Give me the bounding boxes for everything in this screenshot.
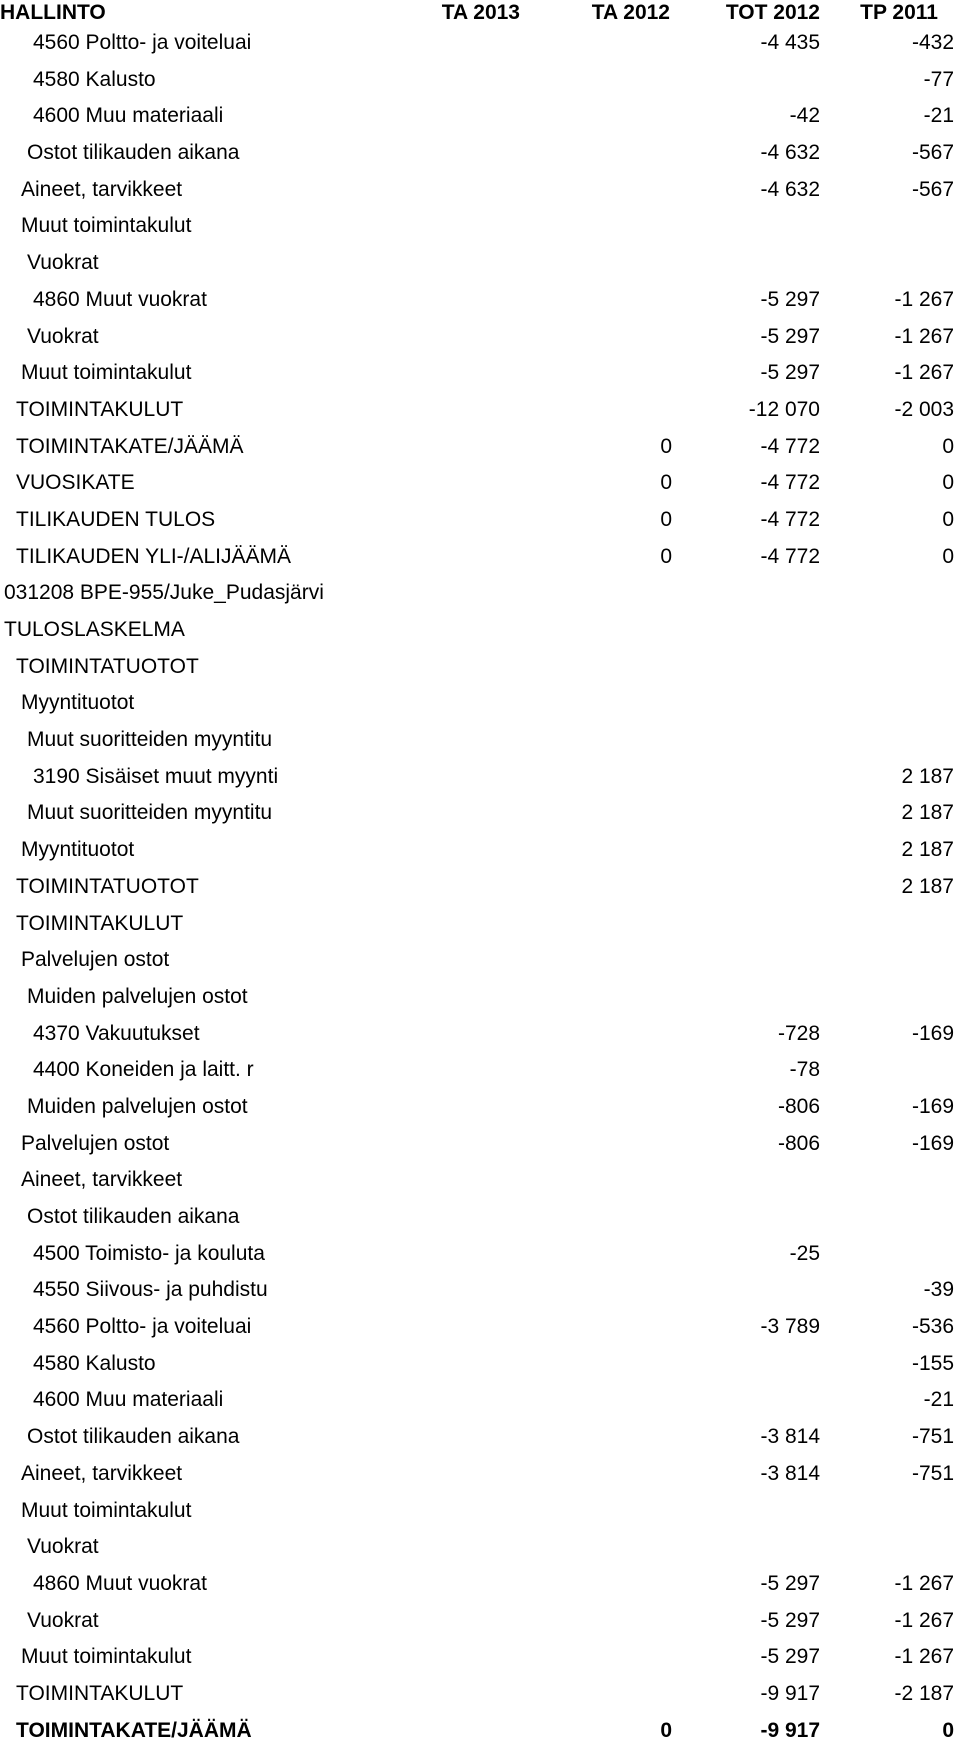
table-row xyxy=(0,1456,960,1493)
row-label: Palvelujen ostot xyxy=(21,1131,170,1155)
row-label: Aineet, tarvikkeet xyxy=(21,177,183,201)
cell-tp2011: -1 267 xyxy=(894,361,954,385)
cell-ta2012: 0 xyxy=(660,1718,672,1742)
table-row xyxy=(0,282,960,319)
row-label: 4550 Siivous- ja puhdistu xyxy=(33,1278,268,1302)
cell-tp2011: -21 xyxy=(923,1388,954,1412)
cell-tot2012: -3 789 xyxy=(760,1315,820,1339)
cell-tp2011: -155 xyxy=(911,1351,954,1375)
row-label: Myyntituotot xyxy=(21,691,135,715)
cell-tot2012: -3 814 xyxy=(760,1461,820,1485)
table-row xyxy=(0,502,960,539)
section-title: HALLINTO xyxy=(0,1,106,24)
row-label: Ostot tilikauden aikana xyxy=(27,141,240,165)
cell-tot2012: -728 xyxy=(777,1021,820,1045)
table-header xyxy=(0,0,960,25)
row-label: Muut suoritteiden myyntitu xyxy=(27,801,273,825)
row-label: Ostot tilikauden aikana xyxy=(27,1205,240,1228)
cell-tp2011: -751 xyxy=(911,1425,954,1449)
row-label: Vuokrat xyxy=(27,324,99,348)
cell-tp2011: -536 xyxy=(911,1315,954,1339)
cell-tot2012: -4 772 xyxy=(760,544,820,568)
cell-tot2012: -5 297 xyxy=(760,287,820,311)
row-label: Muiden palvelujen ostot xyxy=(27,1094,248,1118)
cell-tp2011: 0 xyxy=(942,544,954,568)
row-label: Vuokrat xyxy=(27,251,99,275)
table-row xyxy=(0,1236,960,1273)
cell-tot2012: -5 297 xyxy=(760,1608,820,1632)
row-label: TILIKAUDEN YLI-/ALIJÄÄMÄ xyxy=(16,544,292,568)
cell-tp2011: -1 267 xyxy=(894,1608,954,1632)
cell-tot2012: -4 435 xyxy=(760,31,820,54)
row-label: Palvelujen ostot xyxy=(21,948,170,972)
row-label: TOIMINTAKULUT xyxy=(16,911,184,935)
cell-ta2012: 0 xyxy=(660,434,672,458)
row-label: Ostot tilikauden aikana xyxy=(27,1425,240,1449)
row-label: TOIMINTAKATE/JÄÄMÄ xyxy=(16,1718,252,1742)
row-label: TOIMINTATUOTOT xyxy=(16,654,199,678)
table-row xyxy=(0,1199,960,1236)
cell-tot2012: -4 632 xyxy=(760,177,820,201)
cell-tp2011: -2 187 xyxy=(894,1681,954,1705)
table-row xyxy=(0,465,960,502)
cell-tp2011: 2 187 xyxy=(901,838,954,862)
cell-tp2011: -39 xyxy=(923,1278,954,1302)
row-label: TOIMINTAKULUT xyxy=(16,1681,184,1705)
table-row xyxy=(0,906,960,943)
cell-ta2012: 0 xyxy=(660,507,672,531)
table-row xyxy=(0,1382,960,1419)
cell-tot2012: -806 xyxy=(777,1131,820,1155)
table-row xyxy=(0,759,960,796)
row-label: Aineet, tarvikkeet xyxy=(21,1168,183,1192)
row-label: 4370 Vakuutukset xyxy=(33,1021,200,1045)
cell-tot2012: -4 772 xyxy=(760,434,820,458)
table-row xyxy=(0,539,960,576)
table-row xyxy=(0,245,960,282)
column-header-tot2012: TOT 2012 xyxy=(725,1,820,24)
cell-tp2011: -169 xyxy=(911,1131,954,1155)
table-row xyxy=(0,319,960,356)
cell-tp2011: -1 267 xyxy=(894,324,954,348)
table-row xyxy=(0,135,960,172)
cell-tot2012: -806 xyxy=(777,1094,820,1118)
table-row xyxy=(0,62,960,99)
cell-tot2012: -9 917 xyxy=(760,1681,820,1705)
table-row xyxy=(0,1346,960,1383)
table-row xyxy=(0,1419,960,1456)
column-header-ta2012: TA 2012 xyxy=(591,1,670,24)
cell-tot2012: -9 917 xyxy=(760,1718,820,1742)
row-label: 4860 Muut vuokrat xyxy=(33,1571,207,1595)
table-row xyxy=(0,392,960,429)
cell-tp2011: -751 xyxy=(911,1461,954,1485)
cell-ta2012: 0 xyxy=(660,471,672,495)
cell-tp2011: -169 xyxy=(911,1021,954,1045)
cell-tp2011: -432 xyxy=(911,31,954,54)
table-row xyxy=(0,795,960,832)
cell-tot2012: -3 814 xyxy=(760,1425,820,1449)
row-label: TOIMINTAKULUT xyxy=(16,397,184,421)
row-label: Muut toimintakulut xyxy=(21,1645,192,1669)
cell-tp2011: -1 267 xyxy=(894,1645,954,1669)
cell-tp2011: -1 267 xyxy=(894,1571,954,1595)
table-row xyxy=(0,1089,960,1126)
cell-tot2012: -5 297 xyxy=(760,324,820,348)
table-row xyxy=(0,1603,960,1640)
table-row xyxy=(0,942,960,979)
column-header-tp2011: TP 2011 xyxy=(860,1,938,24)
cell-tot2012: -5 297 xyxy=(760,361,820,385)
table-row xyxy=(0,1016,960,1053)
row-label: Muut suoritteiden myyntitu xyxy=(27,728,273,752)
table-row xyxy=(0,1493,960,1530)
table-row xyxy=(0,685,960,722)
table-row xyxy=(0,1566,960,1603)
row-label: TILIKAUDEN TULOS xyxy=(16,507,216,531)
table-row xyxy=(0,1162,960,1199)
row-label: 4600 Muu materiaali xyxy=(33,104,224,128)
table-row xyxy=(0,1676,960,1713)
row-label: Vuokrat xyxy=(27,1535,99,1559)
table-row xyxy=(0,208,960,245)
table-row xyxy=(0,1126,960,1163)
cell-tot2012: -5 297 xyxy=(760,1571,820,1595)
cell-tot2012: -25 xyxy=(789,1241,820,1265)
cell-tp2011: 0 xyxy=(942,1718,954,1742)
cell-tot2012: -42 xyxy=(789,104,820,128)
table-row xyxy=(0,429,960,466)
table-row xyxy=(0,1272,960,1309)
table-row xyxy=(0,1713,960,1750)
table-row xyxy=(0,832,960,869)
table-row xyxy=(0,1052,960,1089)
row-label: TOIMINTATUOTOT xyxy=(16,874,199,898)
cell-tp2011: 2 187 xyxy=(901,764,954,788)
table-body xyxy=(0,25,960,1749)
row-label: 031208 BPE-955/Juke_Pudasjärvi xyxy=(4,581,324,605)
row-label: 4600 Muu materiaali xyxy=(33,1388,224,1412)
cell-tp2011: 0 xyxy=(942,434,954,458)
cell-tp2011: -77 xyxy=(923,67,954,91)
cell-tp2011: 0 xyxy=(942,471,954,495)
row-label: 4580 Kalusto xyxy=(33,1351,156,1375)
table-row xyxy=(0,172,960,209)
table-row xyxy=(0,98,960,135)
table-row xyxy=(0,575,960,612)
column-header-ta2013: TA 2013 xyxy=(441,1,520,24)
row-label: Aineet, tarvikkeet xyxy=(21,1461,183,1485)
cell-tp2011: -567 xyxy=(911,177,954,201)
cell-tot2012: -12 070 xyxy=(748,397,820,421)
row-label: Vuokrat xyxy=(27,1608,99,1632)
row-label: 4400 Koneiden ja laitt. r xyxy=(33,1058,254,1082)
row-label: Muiden palvelujen ostot xyxy=(27,984,248,1008)
row-label: Muut toimintakulut xyxy=(21,214,192,238)
row-label: Muut toimintakulut xyxy=(21,1498,192,1522)
cell-tp2011: -567 xyxy=(911,141,954,165)
cell-tp2011: -1 267 xyxy=(894,287,954,311)
row-label: TOIMINTAKATE/JÄÄMÄ xyxy=(16,434,244,458)
cell-tot2012: -4 772 xyxy=(760,507,820,531)
cell-tp2011: 0 xyxy=(942,507,954,531)
cell-tp2011: 2 187 xyxy=(901,801,954,825)
row-label: Myyntituotot xyxy=(21,838,135,862)
row-label: VUOSIKATE xyxy=(16,471,135,495)
table-row xyxy=(0,1639,960,1676)
cell-tot2012: -5 297 xyxy=(760,1645,820,1669)
cell-ta2012: 0 xyxy=(660,544,672,568)
row-label: 3190 Sisäiset muut myynti xyxy=(33,764,279,788)
table-row xyxy=(0,1309,960,1346)
table-row xyxy=(0,979,960,1016)
cell-tp2011: -2 003 xyxy=(894,397,954,421)
row-label: Muut toimintakulut xyxy=(21,361,192,385)
row-label: TULOSLASKELMA xyxy=(4,618,185,641)
table-row xyxy=(0,355,960,392)
cell-tp2011: -169 xyxy=(911,1094,954,1118)
table-row xyxy=(0,722,960,759)
table-row xyxy=(0,612,960,649)
cell-tp2011: -21 xyxy=(923,104,954,128)
row-label: 4500 Toimisto- ja kouluta xyxy=(33,1241,265,1265)
row-label: 4560 Poltto- ja voiteluai xyxy=(33,1315,252,1339)
cell-tot2012: -4 632 xyxy=(760,141,820,165)
cell-tot2012: -78 xyxy=(789,1058,820,1082)
cell-tp2011: 2 187 xyxy=(901,874,954,898)
table-row xyxy=(0,869,960,906)
row-label: 4580 Kalusto xyxy=(33,67,156,91)
row-label: 4860 Muut vuokrat xyxy=(33,287,207,311)
row-label: 4560 Poltto- ja voiteluai xyxy=(33,31,252,54)
cell-tot2012: -4 772 xyxy=(760,471,820,495)
table-row xyxy=(0,1529,960,1566)
table-row xyxy=(0,649,960,686)
table-row xyxy=(0,25,960,62)
